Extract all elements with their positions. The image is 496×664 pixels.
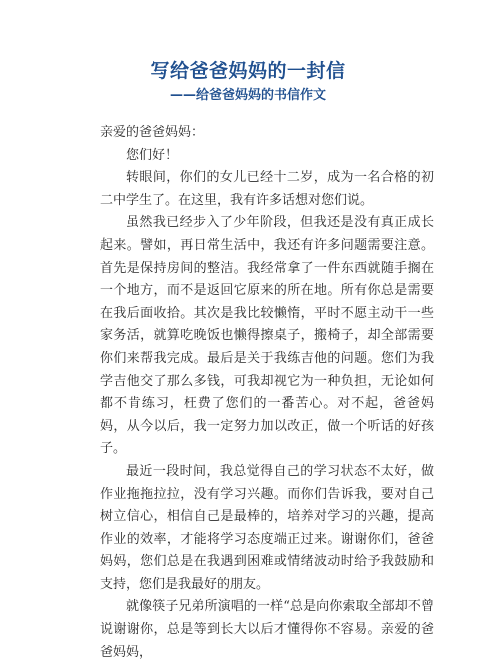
letter-greeting: 您们好！: [126, 147, 179, 163]
document-subtitle: ——给爸爸妈妈的书信作文: [169, 88, 326, 103]
letter-paragraph: 就像筷子兄弟所演唱的一样“总是向你索取全部却不曾说谢谢你，总是等到长大以后才懂得你不容易。亲爱的爸爸妈妈，: [100, 599, 434, 660]
letter-paragraph: 最近一段时间，我总觉得自己的学习状态不太好，做作业拖拖拉拉，没有学习兴趣。而你们告诉我，要对自己树立信心，相信自己是最棒的，培养对学习的兴趣，提高作业的效率，才能将学习态度端正过来。谢谢你们，爸爸妈妈，您们总是在我遇到困难或情绪波动时给予我鼓励和支持，您们是我最好的朋友。: [100, 463, 434, 592]
letter-paragraph: 转眼间，你们的女儿已经十二岁，成为一名合格的初二中学生了。在这里，我有许多话想对您们说。: [100, 170, 434, 208]
letter-salutation: 亲爱的爸爸妈妈：: [100, 125, 205, 140]
letter-body: [100, 122, 434, 664]
document-title: 写给爸爸妈妈的一封信: [150, 60, 346, 82]
letter-paragraph: 虽然我已经步入了少年阶段，但我还是没有真正成长起来。譬如，再日常生活中，我还有许多问题需要注意。首先是保持房间的整洁。我经常拿了一件东西就随手搁在一个地方，而不是返回它原来的所在地。所有你总是需要在我后面收拾。其次是我比较懒惰，平时不愿主动干一些家务活，就算吃晚饭也懒得擦桌子，搬椅子，却全部需要你们来帮我完成。最后是关于我练吉他的问题。您们为我学吉他交了那么多钱，可我却视它为一种负担，无论如何都不肯练习，枉费了您们的一番苦心。对不起，爸爸妈妈，从今以后，我一定努力加以改正，做一个听话的好孩子。: [100, 215, 434, 457]
